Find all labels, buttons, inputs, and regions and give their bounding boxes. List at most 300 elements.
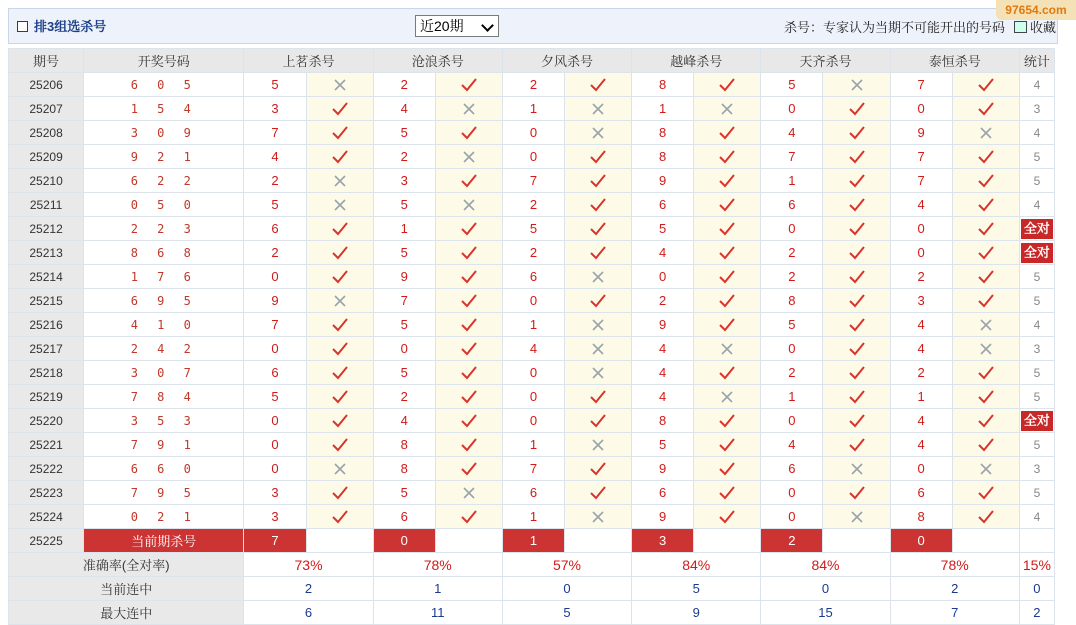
kill-number-cell: 7 — [244, 121, 306, 145]
kill-number-cell: 8 — [373, 457, 435, 481]
stat-cell: 3 — [1019, 97, 1054, 121]
cross-icon — [435, 97, 502, 121]
kill-number-cell: 0 — [890, 97, 952, 121]
summary-stat: 2 — [1019, 601, 1054, 625]
check-icon — [952, 241, 1019, 265]
check-icon — [952, 505, 1019, 529]
check-icon — [823, 313, 890, 337]
summary-value: 5 — [502, 601, 631, 625]
check-icon — [564, 481, 631, 505]
current-kill-number: 0 — [373, 529, 435, 553]
table-row — [9, 145, 1055, 169]
period-cell: 25208 — [9, 121, 84, 145]
kill-number-cell: 0 — [761, 337, 823, 361]
kill-number-cell: 4 — [632, 337, 694, 361]
kill-number-cell: 5 — [761, 313, 823, 337]
check-icon — [694, 145, 761, 169]
table-row — [9, 361, 1055, 385]
summary-value: 0 — [761, 577, 890, 601]
check-icon — [694, 481, 761, 505]
kill-number-cell: 2 — [502, 241, 564, 265]
kill-number-cell: 2 — [890, 361, 952, 385]
table-row — [9, 385, 1055, 409]
kill-number-cell: 2 — [761, 265, 823, 289]
period-cell: 25221 — [9, 433, 84, 457]
check-icon — [952, 73, 1019, 97]
summary-row — [9, 553, 1055, 577]
kill-number-cell: 6 — [373, 505, 435, 529]
summary-value: 0 — [502, 577, 631, 601]
kill-number-cell: 6 — [632, 193, 694, 217]
table-row — [9, 505, 1055, 529]
summary-row — [9, 577, 1055, 601]
kill-number-cell: 2 — [761, 361, 823, 385]
all-correct-badge: 全对 — [1021, 411, 1053, 431]
kill-number-cell: 0 — [761, 505, 823, 529]
kill-number-cell: 0 — [890, 217, 952, 241]
kill-number-cell: 4 — [761, 433, 823, 457]
check-icon — [435, 121, 502, 145]
period-cell: 25224 — [9, 505, 84, 529]
site-logo: 97654.com — [996, 0, 1076, 20]
kill-number-cell: 0 — [244, 433, 306, 457]
chevron-down-icon — [481, 19, 494, 32]
table-row — [9, 409, 1055, 433]
cross-icon — [823, 457, 890, 481]
kill-number-cell: 4 — [890, 313, 952, 337]
kill-number-cell: 4 — [502, 337, 564, 361]
check-icon — [435, 289, 502, 313]
check-icon — [952, 265, 1019, 289]
check-icon — [823, 169, 890, 193]
draw-numbers-cell: 6 9 5 — [84, 289, 244, 313]
check-icon — [823, 433, 890, 457]
kill-number-cell: 6 — [632, 481, 694, 505]
kill-number-cell: 1 — [502, 97, 564, 121]
table-row — [9, 433, 1055, 457]
summary-value: 78% — [373, 553, 502, 577]
check-icon — [952, 169, 1019, 193]
check-icon — [435, 361, 502, 385]
stat-cell: 4 — [1019, 505, 1054, 529]
check-icon — [435, 169, 502, 193]
current-period-cell: 25225 — [9, 529, 84, 553]
period-cell: 25210 — [9, 169, 84, 193]
draw-numbers-cell: 1 7 6 — [84, 265, 244, 289]
check-icon — [952, 361, 1019, 385]
kill-number-cell: 6 — [761, 457, 823, 481]
period-select[interactable]: 近20期 — [415, 15, 499, 37]
draw-numbers-cell: 8 6 8 — [84, 241, 244, 265]
kill-number-cell: 5 — [373, 241, 435, 265]
kill-number-cell: 0 — [244, 337, 306, 361]
stat-cell — [1019, 409, 1054, 433]
kill-number-cell: 4 — [373, 409, 435, 433]
check-icon — [435, 457, 502, 481]
check-icon — [306, 241, 373, 265]
summary-value: 2 — [890, 577, 1019, 601]
save-icon — [1014, 21, 1027, 33]
period-cell: 25217 — [9, 337, 84, 361]
table-row — [9, 169, 1055, 193]
page-title: 排3组选杀号 — [17, 17, 106, 37]
check-icon — [694, 433, 761, 457]
stat-cell: 4 — [1019, 193, 1054, 217]
kill-number-cell: 8 — [373, 433, 435, 457]
cross-icon — [564, 505, 631, 529]
period-cell: 25218 — [9, 361, 84, 385]
stat-cell: 5 — [1019, 145, 1054, 169]
check-icon — [694, 193, 761, 217]
kill-number-cell: 0 — [761, 217, 823, 241]
check-icon — [952, 409, 1019, 433]
kill-number-cell: 9 — [244, 289, 306, 313]
summary-value: 11 — [373, 601, 502, 625]
kill-number-cell: 5 — [373, 121, 435, 145]
kill-number-cell: 5 — [244, 73, 306, 97]
check-icon — [564, 241, 631, 265]
check-icon — [694, 241, 761, 265]
cross-icon — [564, 313, 631, 337]
summary-label: 最大连中 — [9, 601, 244, 625]
kill-number-cell: 5 — [632, 217, 694, 241]
cross-icon — [564, 121, 631, 145]
draw-numbers-cell: 7 9 1 — [84, 433, 244, 457]
check-icon — [306, 433, 373, 457]
period-cell: 25213 — [9, 241, 84, 265]
empty-cell — [823, 529, 890, 553]
summary-value: 7 — [890, 601, 1019, 625]
check-icon — [435, 505, 502, 529]
kill-number-cell: 1 — [502, 433, 564, 457]
summary-value: 84% — [761, 553, 890, 577]
kill-number-cell: 5 — [761, 73, 823, 97]
check-icon — [694, 217, 761, 241]
kill-number-cell: 9 — [632, 505, 694, 529]
table-row — [9, 193, 1055, 217]
kill-number-cell: 2 — [761, 241, 823, 265]
draw-numbers-cell: 1 5 4 — [84, 97, 244, 121]
kill-number-cell: 4 — [373, 97, 435, 121]
col-stat: 统计 — [1019, 49, 1054, 73]
draw-numbers-cell: 6 6 0 — [84, 457, 244, 481]
summary-label: 当前连中 — [9, 577, 244, 601]
stat-cell: 4 — [1019, 313, 1054, 337]
period-cell: 25220 — [9, 409, 84, 433]
table-row — [9, 457, 1055, 481]
draw-numbers-cell: 3 5 3 — [84, 409, 244, 433]
check-icon — [435, 241, 502, 265]
kill-number-cell: 7 — [761, 145, 823, 169]
draw-numbers-cell: 4 1 0 — [84, 313, 244, 337]
kill-number-cell: 9 — [373, 265, 435, 289]
period-cell: 25206 — [9, 73, 84, 97]
kill-number-cell: 7 — [890, 145, 952, 169]
kill-number-cell: 2 — [244, 169, 306, 193]
stat-cell — [1019, 217, 1054, 241]
summary-label: 准确率(全对率) — [9, 553, 244, 577]
summary-value: 2 — [244, 577, 373, 601]
check-icon — [564, 217, 631, 241]
draw-numbers-cell: 6 0 5 — [84, 73, 244, 97]
stat-cell: 5 — [1019, 289, 1054, 313]
check-icon — [306, 145, 373, 169]
period-cell: 25216 — [9, 313, 84, 337]
kill-number-cell: 7 — [890, 169, 952, 193]
cross-icon — [952, 457, 1019, 481]
stat-cell: 5 — [1019, 169, 1054, 193]
table-row — [9, 241, 1055, 265]
kill-number-cell: 2 — [890, 265, 952, 289]
check-icon — [823, 121, 890, 145]
kill-number-cell: 4 — [632, 241, 694, 265]
kill-number-cell: 4 — [632, 361, 694, 385]
current-kill-number: 3 — [632, 529, 694, 553]
kill-number-cell: 6 — [502, 481, 564, 505]
check-icon — [823, 193, 890, 217]
draw-numbers-cell: 7 9 5 — [84, 481, 244, 505]
draw-numbers-cell: 0 5 0 — [84, 193, 244, 217]
kill-number-cell: 3 — [244, 505, 306, 529]
check-icon — [564, 289, 631, 313]
kill-number-cell: 3 — [890, 289, 952, 313]
check-icon — [564, 409, 631, 433]
check-icon — [435, 313, 502, 337]
draw-numbers-cell: 2 2 3 — [84, 217, 244, 241]
summary-value: 1 — [373, 577, 502, 601]
check-icon — [435, 265, 502, 289]
col-draw: 开奖号码 — [84, 49, 244, 73]
check-icon — [435, 409, 502, 433]
cross-icon — [306, 169, 373, 193]
kill-number-cell: 2 — [373, 385, 435, 409]
col-expert: 天齐杀号 — [761, 49, 890, 73]
draw-numbers-cell: 3 0 7 — [84, 361, 244, 385]
check-icon — [435, 385, 502, 409]
all-correct-badge: 全对 — [1021, 219, 1053, 239]
kill-number-cell: 2 — [502, 193, 564, 217]
check-icon — [306, 385, 373, 409]
summary-value: 5 — [632, 577, 761, 601]
summary-value: 73% — [244, 553, 373, 577]
kill-number-cell: 5 — [373, 481, 435, 505]
cross-icon — [435, 481, 502, 505]
cross-icon — [823, 505, 890, 529]
cross-icon — [952, 313, 1019, 337]
draw-numbers-cell: 0 2 1 — [84, 505, 244, 529]
kill-number-cell: 8 — [632, 121, 694, 145]
check-icon — [306, 505, 373, 529]
cross-icon — [306, 289, 373, 313]
check-icon — [306, 97, 373, 121]
draw-numbers-cell: 3 0 9 — [84, 121, 244, 145]
title-square-icon — [17, 21, 28, 32]
kill-number-cell: 8 — [632, 409, 694, 433]
empty-cell — [1019, 529, 1054, 553]
check-icon — [823, 265, 890, 289]
check-icon — [306, 409, 373, 433]
kill-number-cell: 2 — [244, 241, 306, 265]
kill-number-cell: 0 — [890, 241, 952, 265]
table-row — [9, 97, 1055, 121]
check-icon — [306, 361, 373, 385]
check-icon — [435, 433, 502, 457]
table-row — [9, 121, 1055, 145]
col-expert: 沧浪杀号 — [373, 49, 502, 73]
check-icon — [564, 145, 631, 169]
check-icon — [694, 289, 761, 313]
cross-icon — [564, 433, 631, 457]
kill-number-cell: 0 — [373, 337, 435, 361]
summary-value: 78% — [890, 553, 1019, 577]
period-cell: 25211 — [9, 193, 84, 217]
kill-number-cell: 6 — [244, 217, 306, 241]
summary-value: 84% — [632, 553, 761, 577]
check-icon — [694, 73, 761, 97]
check-icon — [564, 457, 631, 481]
kill-number-cell: 5 — [502, 217, 564, 241]
kill-number-cell: 7 — [502, 457, 564, 481]
kill-number-cell: 0 — [502, 145, 564, 169]
kill-number-cell: 9 — [632, 457, 694, 481]
kill-number-cell: 8 — [632, 73, 694, 97]
table-header-row — [9, 49, 1055, 73]
kill-number-cell: 9 — [632, 313, 694, 337]
empty-cell — [564, 529, 631, 553]
check-icon — [952, 385, 1019, 409]
kill-number-cell: 0 — [632, 265, 694, 289]
stat-cell: 5 — [1019, 433, 1054, 457]
table-row — [9, 337, 1055, 361]
check-icon — [306, 481, 373, 505]
table-row — [9, 265, 1055, 289]
draw-numbers-cell: 6 2 2 — [84, 169, 244, 193]
table-row — [9, 481, 1055, 505]
current-kill-number: 7 — [244, 529, 306, 553]
kill-number-cell: 1 — [502, 505, 564, 529]
stat-cell — [1019, 241, 1054, 265]
kill-number-cell: 0 — [502, 409, 564, 433]
kill-number-table — [8, 48, 1055, 625]
check-icon — [306, 337, 373, 361]
stat-cell: 5 — [1019, 361, 1054, 385]
stat-cell: 3 — [1019, 457, 1054, 481]
summary-row — [9, 601, 1055, 625]
check-icon — [694, 505, 761, 529]
kill-number-cell: 2 — [373, 73, 435, 97]
kill-number-cell: 1 — [890, 385, 952, 409]
col-expert: 上茗杀号 — [244, 49, 373, 73]
check-icon — [435, 73, 502, 97]
draw-numbers-cell: 2 4 2 — [84, 337, 244, 361]
empty-cell — [952, 529, 1019, 553]
kill-number-cell: 1 — [502, 313, 564, 337]
empty-cell — [306, 529, 373, 553]
summary-stat: 0 — [1019, 577, 1054, 601]
stat-cell: 5 — [1019, 265, 1054, 289]
col-expert: 泰恒杀号 — [890, 49, 1019, 73]
cross-icon — [564, 97, 631, 121]
kill-number-cell: 0 — [890, 457, 952, 481]
current-kill-number: 0 — [890, 529, 952, 553]
check-icon — [952, 97, 1019, 121]
kill-number-cell: 0 — [761, 481, 823, 505]
kill-number-cell: 6 — [502, 265, 564, 289]
stat-cell: 5 — [1019, 385, 1054, 409]
check-icon — [694, 409, 761, 433]
table-row — [9, 217, 1055, 241]
check-icon — [952, 481, 1019, 505]
cross-icon — [564, 337, 631, 361]
check-icon — [694, 265, 761, 289]
period-cell: 25219 — [9, 385, 84, 409]
check-icon — [306, 217, 373, 241]
kill-number-cell: 4 — [761, 121, 823, 145]
stat-cell: 5 — [1019, 481, 1054, 505]
period-cell: 25209 — [9, 145, 84, 169]
check-icon — [823, 481, 890, 505]
stat-cell: 4 — [1019, 121, 1054, 145]
period-cell: 25212 — [9, 217, 84, 241]
table-row — [9, 289, 1055, 313]
col-expert: 越峰杀号 — [632, 49, 761, 73]
kill-number-cell: 0 — [761, 97, 823, 121]
kill-number-cell: 4 — [890, 433, 952, 457]
draw-numbers-cell: 7 8 4 — [84, 385, 244, 409]
check-icon — [694, 313, 761, 337]
kill-number-cell: 1 — [761, 169, 823, 193]
summary-stat: 15% — [1019, 553, 1054, 577]
kill-number-note: 杀号：专家认为当期不可能开出的号码 — [784, 20, 1006, 35]
kill-number-cell: 6 — [244, 361, 306, 385]
check-icon — [823, 217, 890, 241]
check-icon — [694, 169, 761, 193]
table-row — [9, 73, 1055, 97]
stat-cell: 4 — [1019, 73, 1054, 97]
check-icon — [564, 193, 631, 217]
favorite-button[interactable]: 收藏 — [1014, 19, 1056, 37]
check-icon — [694, 457, 761, 481]
cross-icon — [952, 121, 1019, 145]
current-period-row — [9, 529, 1055, 553]
period-cell: 25223 — [9, 481, 84, 505]
check-icon — [694, 361, 761, 385]
kill-number-cell: 4 — [244, 145, 306, 169]
check-icon — [823, 361, 890, 385]
current-kill-number: 1 — [502, 529, 564, 553]
all-correct-badge: 全对 — [1021, 243, 1053, 263]
table-row — [9, 313, 1055, 337]
check-icon — [823, 385, 890, 409]
kill-number-cell: 0 — [761, 409, 823, 433]
kill-number-cell: 2 — [632, 289, 694, 313]
check-icon — [823, 145, 890, 169]
summary-value: 6 — [244, 601, 373, 625]
kill-number-cell: 4 — [632, 385, 694, 409]
kill-number-cell: 3 — [244, 97, 306, 121]
check-icon — [952, 193, 1019, 217]
check-icon — [823, 97, 890, 121]
kill-number-cell: 7 — [502, 169, 564, 193]
kill-number-cell: 8 — [890, 505, 952, 529]
check-icon — [694, 121, 761, 145]
kill-number-cell: 3 — [244, 481, 306, 505]
empty-cell — [435, 529, 502, 553]
kill-number-cell: 5 — [632, 433, 694, 457]
cross-icon — [694, 385, 761, 409]
check-icon — [564, 73, 631, 97]
period-cell: 25214 — [9, 265, 84, 289]
